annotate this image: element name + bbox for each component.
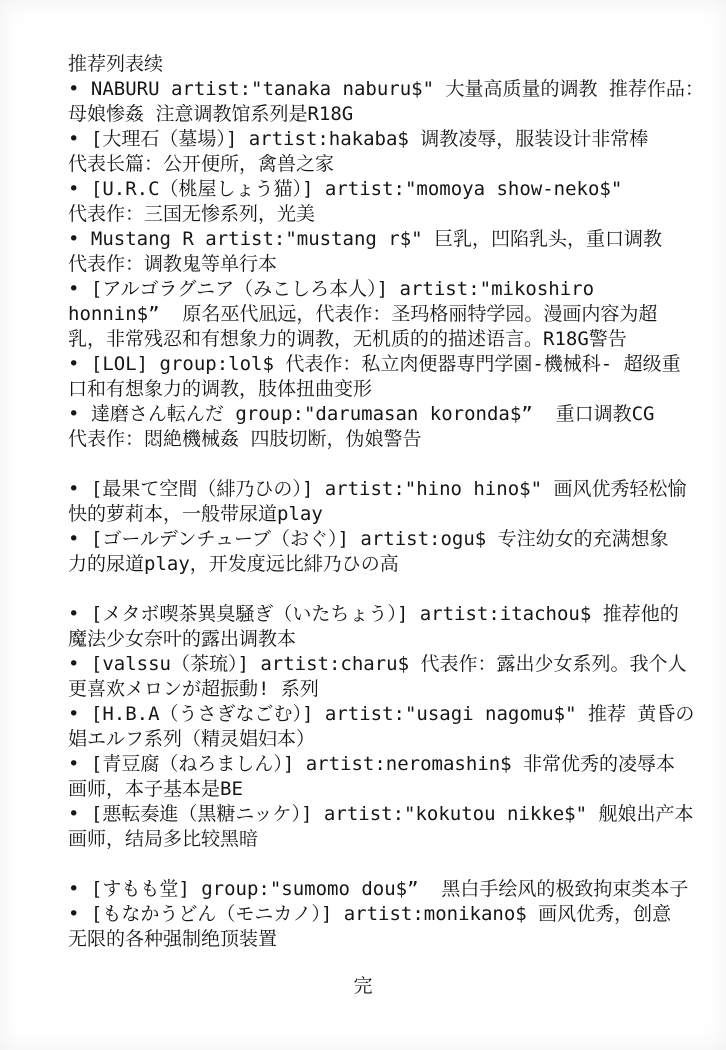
text-line: • [悪転奏進（黒糖ニッケ）] artist:"kokutou nikke$" 舰娘出产本 [68, 803, 694, 825]
text-line: • [もなかうどん（モニカノ）] artist:monikano$ 画风优秀，创意 [68, 903, 672, 925]
text-line: 力的尿道play，开发度远比緋乃ひの高 [68, 553, 399, 575]
text-line: 代表长篇：公开便所，禽兽之家 [68, 153, 335, 175]
text-line: • NABURU artist:"tanaka naburu$" 大量高质量的调教 推荐作品： [68, 78, 704, 100]
text-line: • [アルゴラグニア（みこしろ本人）] artist:"mikoshiro [68, 278, 595, 300]
text-line: • [最果て空間（緋乃ひの）] artist:"hino hino$" 画风优秀轻松愉 [68, 478, 687, 500]
text-line: 母娘惨姦 注意调教馆系列是R18G [68, 103, 354, 125]
text-line: 代表作：悶絶機械姦 四肢切断，伪娘警告 [68, 428, 422, 450]
text-line: • [大理石（墓場）] artist:hakaba$ 调教凌辱，服装设计非常棒 [68, 128, 649, 150]
text-line: • [すもも堂] group:"sumomo dou$” 黑白手绘风的极致拘束类本子 [68, 878, 689, 900]
text-line: • [H.B.A（うさぎなごむ）] artist:"usagi nagomu$" 推荐 黄昏の [68, 703, 695, 725]
text-line: • [valssu（茶琉）] artist:charu$ 代表作：露出少女系列。我个人 [68, 653, 687, 675]
text-block [68, 52, 704, 952]
text-line: • [ゴールデンチューブ（おぐ）] artist:ogu$ 专注幼女的充满想象 [68, 528, 669, 550]
text-line: 娼エルフ系列（精灵娼妇本） [68, 728, 316, 750]
text-line: 画师，结局多比较黑暗 [68, 828, 259, 850]
text-line: 口和有想象力的调教，肢体扭曲变形 [68, 378, 373, 400]
text-line: • [青豆腐（ねろましん）] artist:neromashin$ 非常优秀的凌辱本 [68, 753, 676, 775]
text-line: 快的萝莉本，一般带尿道play [68, 503, 323, 525]
text-line: • 達磨さん転んだ group:"darumasan koronda$” 重口调教CG [68, 403, 655, 425]
text-line: 乳，非常残忍和有想象力的调教，无机质的的描述语言。R18G警告 [68, 328, 627, 350]
page-title: 推荐列表续 [68, 53, 164, 75]
blank-line [68, 852, 674, 877]
text-line: • [メタボ喫茶異臭騒ぎ（いたちょう）] artist:itachou$ 推荐他的 [68, 603, 679, 625]
text-line: 更喜欢メロンが超振動! 系列 [68, 678, 319, 700]
blank-line [68, 577, 674, 602]
text-line: • [U.R.C（桃屋しょう猫）] artist:"momoya show-neko$" [68, 178, 623, 200]
text-line: 魔法少女奈叶的露出调教本 [68, 628, 297, 650]
text-line: 无限的各种强制绝顶装置 [68, 928, 278, 950]
blank-line [68, 452, 674, 477]
text-line: 代表作：调教鬼等单行本 [68, 253, 278, 275]
text-line: 画师，本子基本是BE [68, 778, 243, 800]
text-line: 代表作：三国无惨系列，光美 [68, 203, 316, 225]
end-marker: 完 [353, 975, 373, 997]
text-line: • [LOL] group:lol$ 代表作：私立肉便器専門学園-機械科- 超级重 [68, 353, 681, 375]
text-line: • Mustang R artist:"mustang r$" 巨乳，凹陷乳头，重口调教 [68, 228, 663, 250]
text-line: honnin$” 原名巫代凪远，代表作：圣玛格丽特学园。漫画内容为超 [68, 303, 658, 325]
